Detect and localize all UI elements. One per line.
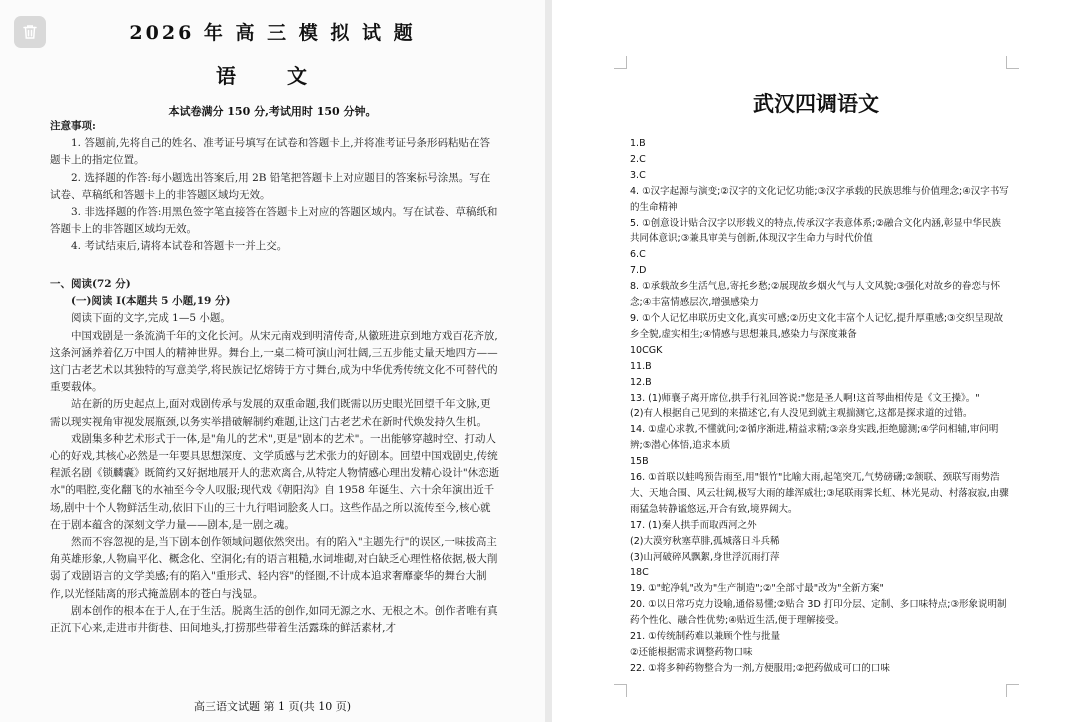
answer-line: 15B	[630, 456, 649, 468]
answer-line: 7.D	[630, 265, 647, 277]
answer-line: 2.C	[630, 153, 646, 165]
answer-line: 6.C	[630, 249, 646, 261]
answer-line: 8. ①承载故乡生活气息,寄托乡愁;②展现故乡烟火气与人文风貌;③强化对故乡的眷恋与怀念;④丰富情感层次,增强感染力	[630, 281, 1001, 309]
answer-line: 20. ①以日常巧克力设喻,通俗易懂;②贴合 3D 打印分层、定制、多口味特点;③形象说明制药个性化、融合性优势;④贴近生活,便于理解接受。	[630, 599, 1007, 627]
crop-mark	[614, 56, 627, 69]
answer-line: (3)山河破碎风飘絮,身世浮沉雨打萍	[630, 551, 780, 563]
answer-line: (2)大漠穷秋塞草腓,孤城落日斗兵稀	[630, 535, 780, 547]
answer-line: 12.B	[630, 376, 652, 388]
answer-line: 21. ①传统制药难以兼顾个性与批量	[630, 631, 781, 643]
answer-line: 16. ①首联以蛙鸣预告雨至,用"银竹"比喻大雨,起笔突兀,气势磅礴;②颔联、颈联写雨势浩大、天地合围、风云壮阔,极写大雨的雄浑威壮;③尾联雨霁长虹、林光晃动、村落寂寂,由骤雨猛急转静谧悠远,开合有致,境界阔大。	[630, 472, 1009, 515]
answer-line: 10CGK	[630, 344, 663, 356]
answer-page-right	[552, 0, 1080, 722]
answer-line: (2)有人根据自己见到的来描述它,有人没见到就主观揣测它,这都是探求道的过错。	[630, 408, 973, 420]
answer-line: 4. ①汉字起源与演变;②汉字的文化记忆功能;③汉字承载的民族思维与价值理念;④汉字书写的生命精神	[630, 185, 1009, 213]
answer-line: 5. ①创意设计贴合汉字以形载义的特点,传承汉字表意体系;②融合文化内涵,彰显中华民族共同体意识;③兼具审美与创新,体现汉字生命力与时代价值	[630, 217, 1001, 245]
answer-line: 13. (1)师襄子离开席位,拱手行礼回答说:"您是圣人啊!这首琴曲相传是《文王操》。"	[630, 392, 980, 404]
passage-paragraph: 然而不容忽视的是,当下剧本创作领域问题依然突出。有的陷入"主题先行"的误区,一味拔高主角英雄形象,人物扁平化、概念化、空洞化;有的语言粗糙,水词堆砌,对白缺乏心理性格依据,极大削弱了戏剧语言的文学美感;有的陷入"重形式、轻内容"的怪圈,不计成本追求奢靡豪华的舞台大制作,以光怪陆离的形式掩盖剧本的苍白与浅显。	[50, 536, 498, 600]
crop-mark	[1006, 56, 1019, 69]
answer-line: ②还能根据需求调整药物口味	[630, 647, 753, 658]
exam-title: 2026 年 高 三 模 拟 试 题	[129, 22, 416, 44]
answer-line: 3.C	[630, 169, 646, 181]
subsection-heading: (一)阅读 I(本题共 5 小题,19 分)	[71, 295, 231, 308]
note-item: 2. 选择题的作答:每小题选出答案后,用 2B 铅笔把答题卡上对应题目的答案标号涂黑。写在试卷、草稿纸和答题卡上的非答题区域均无效。	[50, 171, 491, 201]
answer-line: 11.B	[630, 360, 652, 372]
passage-paragraph: 站在新的历史起点上,面对戏剧传承与发展的双重命题,我们既需以历史眼光回望千年文脉,更需以现实视角审视发展瓶颈,以务实举措破解制约难题,让这门古老艺术在新时代焕发持久生机。	[50, 398, 491, 428]
passage-paragraph: 中国戏剧是一条流淌千年的文化长河。从宋元南戏到明清传奇,从徽班进京到地方戏百花齐放,这条河涵养着亿万中国人的精神世界。舞台上,一桌二椅可演山河壮阔,三五步能丈量天地四方——这门古老艺术以其独特的写意美学,将民族记忆熔铸于方寸舞台,成为中华优秀传统文化不可替代的重要载体。	[50, 329, 498, 394]
answer-title: 武汉四调语文	[753, 92, 879, 116]
reading-section	[50, 276, 500, 637]
passage-paragraph: 剧本创作的根本在于人,在于生活。脱离生活的创作,如同无源之水、无根之木。创作者唯有真正沉下心来,走进市井街巷、田间地头,打捞那些带着生活露珠的鲜活素材,才	[50, 604, 498, 635]
answer-line: 1.B	[630, 138, 646, 149]
passage-paragraph: 戏剧集多种艺术形式于一体,是"角儿的艺术",更是"剧本的艺术"。一出能够穿越时空、打动人心的好戏,其核心必然是一年要具思想深度、文学质感与艺术张力的好剧本。回望中国戏剧史,传统程派名剧《锁麟囊》既简约又好据地展开人的悲欢离合,从特定人物情感心理出发精心设计"休恋逝水"的唱腔,变化翻飞的水袖至今令人叹服;现代戏《朝阳沟》自 1958 年诞生、六十余年演出近千场,剧中十个人物鲜活生动,依旧下山的三十九行唱词脍炙人口。这些作品之所以流传至今,核心就在于剧本蕴含的深刻文学力量——剧本,是一剧之魂。	[50, 432, 500, 531]
page-footer: 高三语文试题 第 1 页(共 10 页)	[193, 700, 352, 713]
section-heading: 一、阅读(72 分)	[50, 278, 131, 290]
answer-line: 9. ①个人记忆串联历史文化,真实可感;②历史文化丰富个人记忆,提升厚重感;③交织呈现故乡全貌,虚实相生;④情感与思想兼具,感染力与深度兼备	[630, 312, 1004, 340]
answer-line: 17. (1)秦人拱手而取西河之外	[630, 519, 757, 531]
answer-line: 22. ①将多种药物整合为一剂,方便服用;②把药做成可口的口味	[630, 662, 890, 674]
exam-subject: 语 文	[216, 64, 329, 88]
note-item: 1. 答题前,先将自己的姓名、准考证号填写在试卷和答题卡上,并将准考证号条形码粘贴在答题卡上的指定位置。	[50, 137, 491, 167]
crop-mark	[614, 684, 627, 697]
score-line: 本试卷满分 150 分,考试用时 150 分钟。	[168, 105, 377, 118]
answer-line: 19. ①"蛇净轧"改为"生产制造";②"全部寸最"改为"全新方案"	[630, 583, 884, 595]
answer-list	[630, 136, 1010, 677]
notes-section	[50, 118, 500, 256]
answer-line: 14. ①虚心求教,不懂就问;②循序渐进,精益求精;③亲身实践,拒绝臆测;④学问相辅,审问明辨;⑤潜心体悟,追求本质	[630, 424, 999, 452]
note-item: 4. 考试结束后,请将本试卷和答题卡一并上交。	[71, 240, 288, 253]
answer-line: 18C	[630, 567, 649, 579]
reading-instruction: 阅读下面的文字,完成 1—5 小题。	[71, 312, 231, 325]
crop-mark	[1006, 684, 1019, 697]
notes-heading: 注意事项:	[50, 120, 96, 132]
note-item: 3. 非选择题的作答:用黑色签字笔直接答在答题卡上对应的答题区域内。写在试卷、草稿纸和答题卡上的非答题区域均无效。	[50, 206, 498, 236]
